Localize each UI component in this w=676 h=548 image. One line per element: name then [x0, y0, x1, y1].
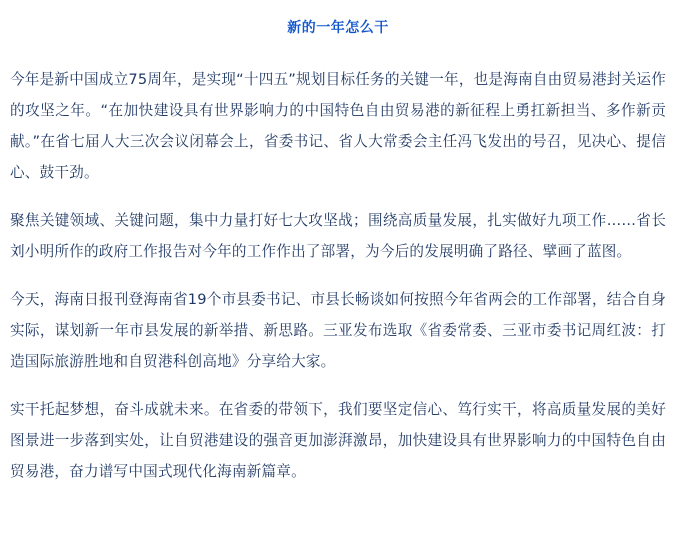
paragraph: 实干托起梦想，奋斗成就未来。在省委的带领下，我们要坚定信心、笃行实干，将高质量发展的美好图景进一步落到实处，让自贸港建设的强音更加澎湃激昂，加快建设具有世界影响力的中国特色自由贸易港，奋力谱写中国式现代化海南新篇章。 — [10, 401, 666, 480]
paragraph: 聚焦关键领域、关键问题，集中力量打好七大攻坚战；围绕高质量发展，扎实做好九项工作……省长刘小明所作的政府工作报告对今年的工作作出了部署，为今后的发展明确了路径、擘画了蓝图。 — [10, 212, 666, 260]
paragraph: 今天，海南日报刊登海南省19个市县委书记、市县长畅谈如何按照今年省两会的工作部署，结合自身实际，谋划新一年市县发展的新举措、新思路。三亚发布选取《省委常委、三亚市委书记周红波：打造国际旅游胜地和自贸港科创高地》分享给大家。 — [10, 291, 666, 370]
page-title: 新的一年怎么干 — [287, 20, 389, 36]
article-body — [0, 64, 676, 487]
paragraph: 今年是新中国成立75周年，是实现“十四五”规划目标任务的关键一年，也是海南自由贸易港封关运作的攻坚之年。“在加快建设具有世界影响力的中国特色自由贸易港的新征程上勇扛新担当、多作新贡献。”在省七届人大三次会议闭幕会上，省委书记、省人大常委会主任冯飞发出的号召，见决心、提信心、鼓干劲。 — [10, 71, 666, 181]
document-page — [0, 18, 676, 548]
